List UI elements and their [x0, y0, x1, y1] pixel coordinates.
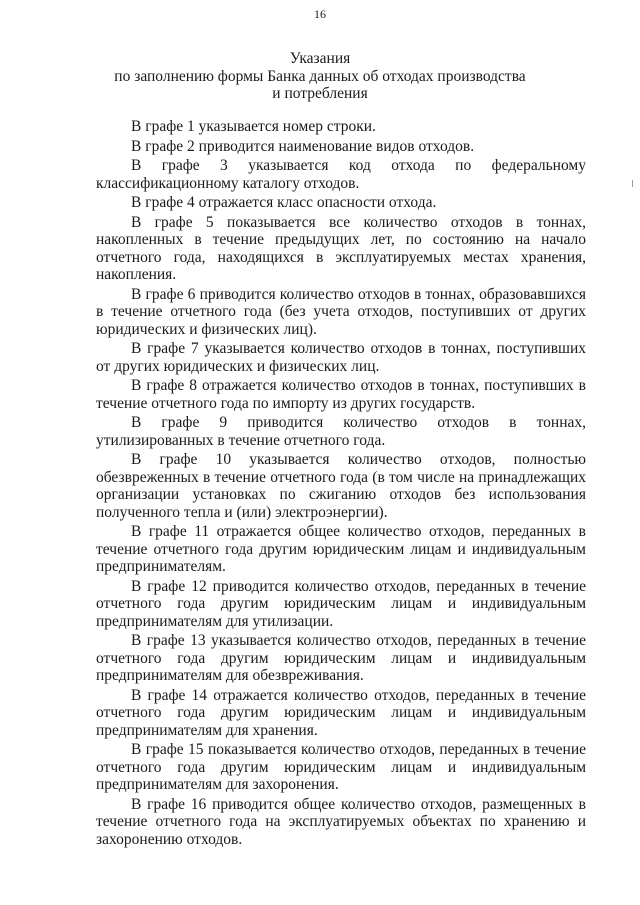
paragraph-column-5: В графе 5 показывается все количество отходов в тоннах, накопленных в течение предыдущих лет, по состоянию на начало отчетного года, находящихся в эксплуатируемых местах хранения, накопления.: [96, 213, 586, 283]
paragraph-column-6: В графе 6 приводится количество отходов в тоннах, образовавшихся в течение отчетного года (без учета отходов, поступивших от других юридических и физических лиц).: [96, 285, 586, 338]
paragraph-column-15: В графе 15 показывается количество отходов, переданных в течение отчетного года другим юридическим лицам и индивидуальным предпринимателям для захоронения.: [96, 741, 586, 793]
paragraph-column-8: В графе 8 отражается количество отходов в тоннах, поступивших в течение отчетного года по импорту из других государств.: [96, 377, 586, 412]
paragraph-column-11: В графе 11 отражается общее количество отходов, переданных в течение отчетного года другим юридическим лицам и индивидуальным предпринимателям.: [96, 523, 586, 575]
paragraph-column-16: В графе 16 приводится общее количество отходов, размещенных в течение отчетного года на эксплуатируемых объектах по хранению и захоронению отходов.: [96, 795, 586, 848]
heading-subtitle-line-1: по заполнению формы Банка данных об отходах производства: [114, 67, 526, 85]
page-number: 16: [314, 7, 326, 21]
paragraph-column-13: В графе 13 указывается количество отходов, переданных в течение отчетного года другим юридическим лицам и индивидуальным предпринимателям для обезвреживания.: [96, 632, 586, 684]
document-heading: [60, 50, 580, 103]
paragraph-column-9: В графе 9 приводится количество отходов в тоннах, утилизированных в течение отчетного года.: [96, 414, 586, 449]
paragraph-column-3: В графе 3 указывается код отхода по федеральному классификационному каталогу отходов.: [96, 157, 586, 192]
paragraph-column-4: В графе 4 отражается класс опасности отхода.: [131, 194, 437, 211]
heading-title: Указания: [289, 50, 351, 67]
paragraph-column-2: В графе 2 приводится наименование видов отходов.: [131, 137, 475, 155]
paragraph-column-12: В графе 12 приводится количество отходов, переданных в течение отчетного года другим юридическим лицам и индивидуальным предпринимателям для утилизации.: [96, 577, 586, 630]
paragraph-column-14: В графе 14 отражается количество отходов, переданных в течение отчетного года другим юридическим лицам и индивидуальным предпринимателям для хранения.: [96, 686, 586, 739]
heading-subtitle-line-2: и потребления: [272, 85, 368, 102]
instructions-body: [96, 118, 586, 850]
scan-margin-mark: [632, 180, 633, 187]
paragraph-column-10: В графе 10 указывается количество отходов, полностью обезвреженных в течение отчетного года (в том числе на принадлежащих организации установках по сжиганию отходов без использования полученного тепла и (или) электроэнергии).: [96, 451, 586, 521]
paragraph-column-7: В графе 7 указывается количество отходов в тоннах, поступивших от других юридических и физических лиц.: [96, 340, 586, 375]
paragraph-column-1: В графе 1 указывается номер строки.: [131, 118, 376, 135]
